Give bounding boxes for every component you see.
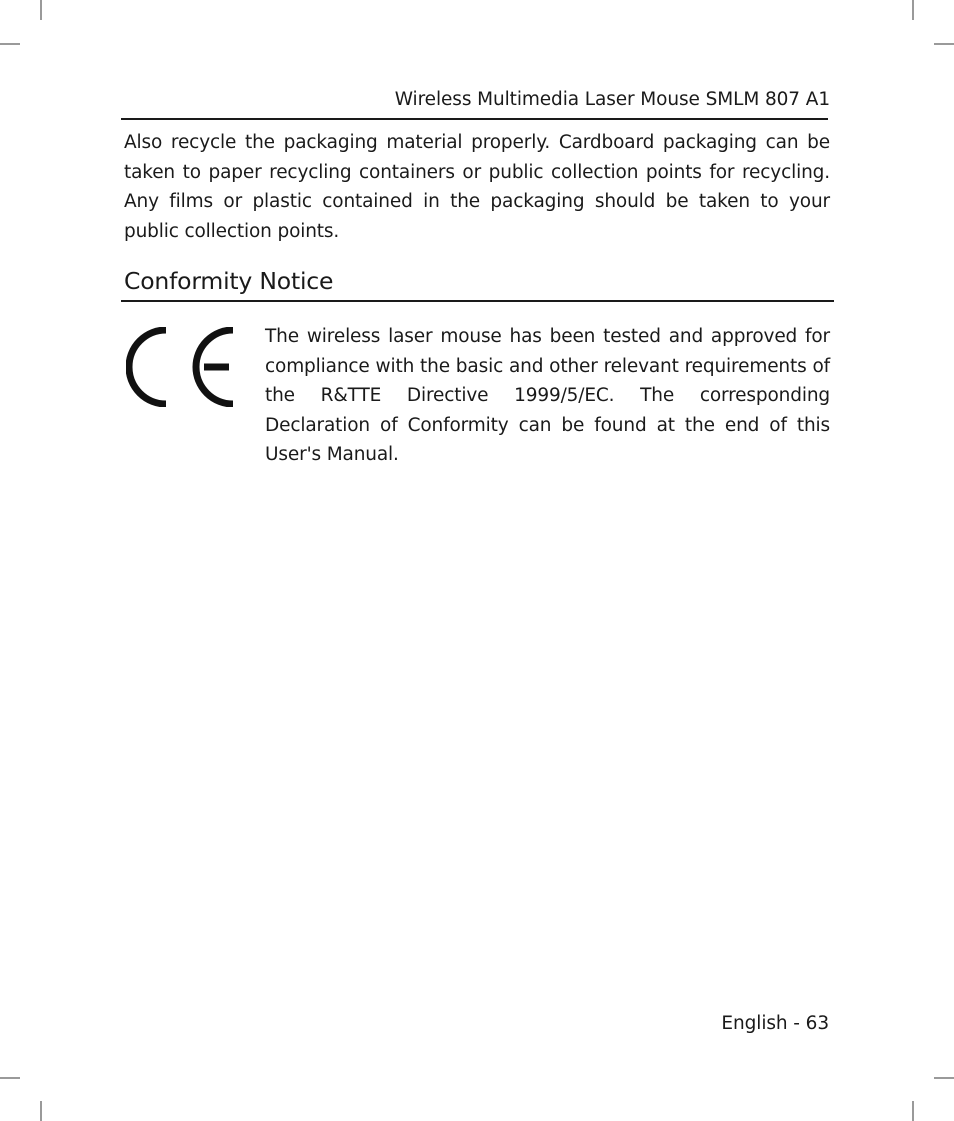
recycling-paragraph: Also recycle the packaging material properly. Cardboard packaging can be taken to paper recycling containers or public collection points for recycling. Any films or plastic contained in the packaging should be taken to your public collection points. [124, 132, 830, 242]
crop-mark-top-right-horizontal [934, 43, 954, 45]
crop-mark-bottom-left-vertical [40, 1101, 42, 1121]
running-header: Wireless Multimedia Laser Mouse SMLM 807 A1 [394, 89, 830, 110]
crop-mark-bottom-left-horizontal [0, 1077, 20, 1079]
crop-mark-top-left-vertical [40, 0, 42, 20]
conformity-paragraph: The wireless laser mouse has been tested and approved for compliance with the basic and other relevant requirements of the R&TTE Directive 1999/5/EC. The corresponding Declaration of Conformity can be found at the end of this User's Manual. [265, 326, 830, 465]
section-heading-conformity: Conformity Notice [124, 267, 334, 295]
header-rule [121, 118, 828, 120]
page-number: English - 63 [721, 1013, 829, 1034]
section-rule [121, 300, 834, 302]
crop-mark-bottom-right-vertical [912, 1101, 914, 1121]
ce-mark-icon [126, 327, 236, 407]
crop-mark-top-left-horizontal [0, 43, 20, 45]
crop-mark-top-right-vertical [912, 0, 914, 20]
crop-mark-bottom-right-horizontal [934, 1077, 954, 1079]
